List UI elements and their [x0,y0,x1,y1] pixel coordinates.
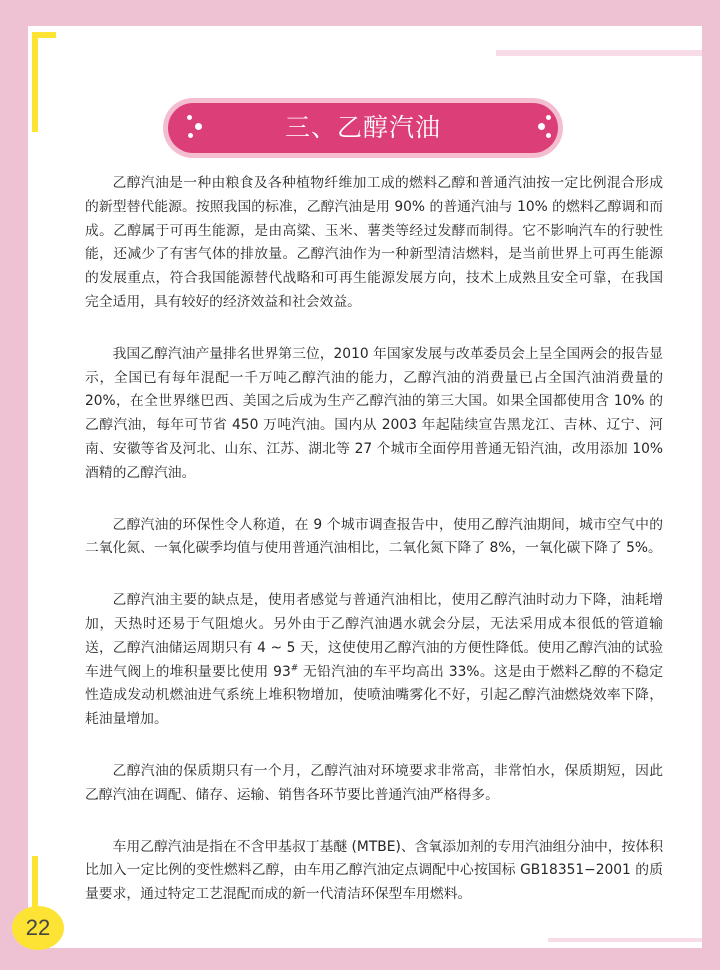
page-frame-top [0,0,720,26]
paragraph-shelf-life: 乙醇汽油的保质期只有一个月，乙醇汽油对环境要求非常高，非常怕水，保质期短，因此乙醇汽油在调配、储存、运输、销售各环节要比普通汽油严格得多。 [85,762,663,803]
corner-bracket-top-left [32,32,56,132]
page-number: 22 [12,906,64,950]
page-frame-bottom [0,948,720,970]
decor-line-bottom-right [548,938,702,942]
drawbacks-text-before: 乙醇汽油主要的缺点是，使用者感觉与普通汽油相比，使用乙醇汽油时动力下降，油耗增加，天热时还易于气阻熄火。另外由于乙醇汽油遇水就会分层，无法采用成本很低的管道输送，乙醇汽油储运周期只有 4 ~ 5 天，这使使用乙醇汽油的方便性降低。使用乙醇汽油的试验车进气阀上的堆积量要比使用 93 [85,592,663,680]
page-frame-left [0,0,28,970]
paragraph-production: 我国乙醇汽油产量排名世界第三位，2010 年国家发展与改革委员会上呈全国两会的报告显示，全国已有每年混配一千万吨乙醇汽油的能力，乙醇汽油的消费量已占全国汽油消费量的 20%，在全世界继巴西、美国之后成为生产乙醇汽油的第三大国。如果全国都使用含 10% 的乙醇汽油，每年可节省 450 万吨汽油。国内从 2003 年起陆续宣告黑龙江、吉林、辽宁、河南、安徽等省及河北、山东、江苏、湖北等 27 个城市全面停用普通无铅汽油，改用添加 10% 酒精的乙醇汽油。 [85,345,663,481]
grade-mark: # [290,662,299,673]
paragraph-definition: 车用乙醇汽油是指在不含甲基叔丁基醚 (MTBE)、含氧添加剂的专用汽油组分油中，按体积比加入一定比例的变性燃料乙醇，由车用乙醇汽油定点调配中心按国标 GB18351−2001 的质量要求，通过特定工艺混配而成的新一代清洁环保型车用燃料。 [85,838,663,903]
sparkle-dots-right [536,113,556,143]
decor-line-top-right [496,50,702,56]
paragraph-drawbacks [85,589,663,732]
paragraph-environment: 乙醇汽油的环保性令人称道，在 9 个城市调查报告中，使用乙醇汽油期间，城市空气中的二氧化氮、一氧化碳季均值与使用普通汽油相比，二氧化氮下降了 8%，一氧化碳下降了 5%。 [85,516,663,557]
page-frame-right [702,0,720,970]
article-body [85,172,663,935]
sparkle-dots-left [185,113,205,143]
section-title: 三、乙醇汽油 [168,103,558,153]
paragraph-intro: 乙醇汽油是一种由粮食及各种植物纤维加工成的燃料乙醇和普通汽油按一定比例混合形成的新型替代能源。按照我国的标准，乙醇汽油是用 90% 的普通汽油与 10% 的燃料乙醇调和而成。乙醇属于可再生能源，是由高粱、玉米、薯类等经过发酵而制得。它不影响汽车的行驶性能，还减少了有害气体的排放量。乙醇汽油作为一种新型清洁燃料，是当前世界上可再生能源的发展重点，符合我国能源替代战略和可再生能源发展方向，技术上成熟且安全可靠，在我国完全适用，具有较好的经济效益和社会效益。 [85,175,663,310]
drawbacks-text-after: 无铅汽油的车平均高出 33%。这是由于燃料乙醇的不稳定性造成发动机燃油进气系统上堆积物增加，使喷油嘴雾化不好，引起乙醇汽油燃烧效率下降，耗油量增加。 [85,663,663,728]
